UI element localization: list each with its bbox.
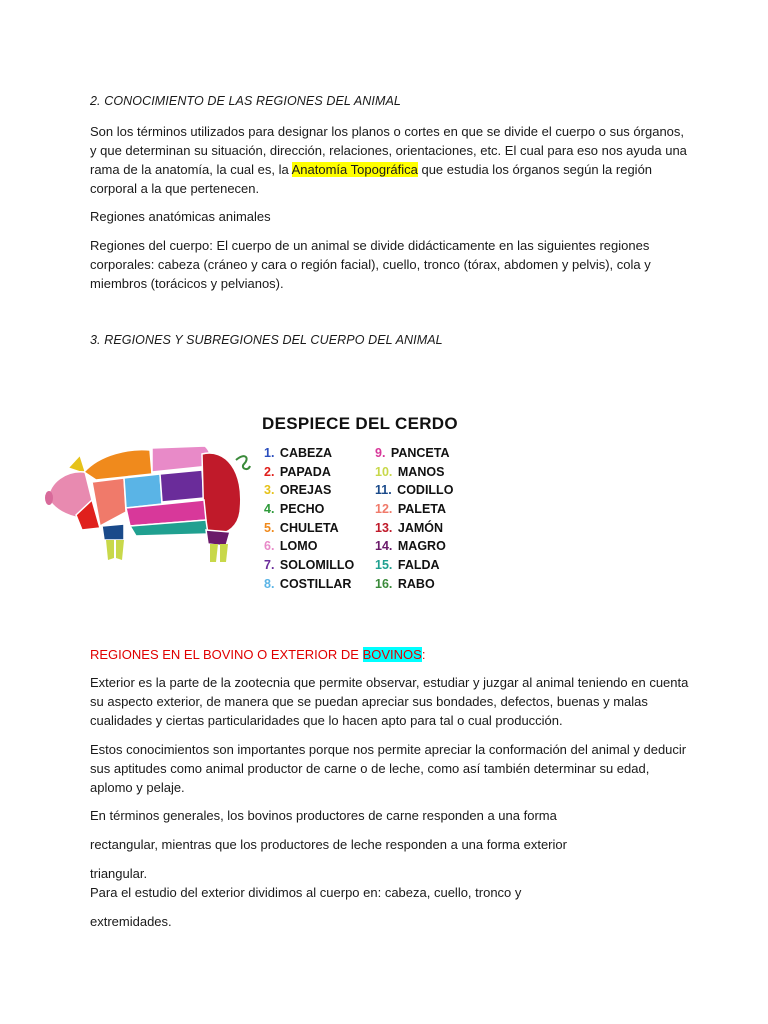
legend-item <box>375 502 453 521</box>
legend-label: COSTILLAR <box>279 576 352 591</box>
legend-label: SOLOMILLO <box>279 558 355 573</box>
pig-cuts-figure <box>40 400 480 610</box>
bovinos-paragraph-5 <box>90 864 690 902</box>
bovinos-paragraph-2: Estos conocimientos son importantes porque nos permite apreciar la conformación del animal y deducir sus aptitudes como animal productor de carne o de leche, como así también determinar su edad, aplomo y pelaje. <box>90 742 687 795</box>
legend-label: CHULETA <box>279 520 339 535</box>
section-2-heading: 2. CONOCIMIENTO DE LAS REGIONES DEL ANIMAL <box>90 94 401 108</box>
paragraph-text: Son los términos utilizados para designar los planos o cortes en que se divide el cuerpo o sus órganos, y que determinan su situación, dirección, relaciones, orientaciones, etc. El cual para eso nos ayuda una rama de la anatomía, la cual es, la <box>90 124 687 177</box>
legend-number: 15. <box>375 558 393 573</box>
legend-number: 3. <box>264 483 275 498</box>
section-2-paragraph-2: Regiones anatómicas animales <box>90 209 271 224</box>
legend-number: 7. <box>264 558 275 573</box>
pig-diagram <box>40 440 255 580</box>
paragraph-text: que estudia los órganos según la región corporal a la que pertenecen. <box>90 162 653 196</box>
heading-text: REGIONES EN EL BOVINO O EXTERIOR DE <box>90 647 363 662</box>
legend-label: PALETA <box>397 502 447 517</box>
legend-number: 8. <box>264 576 275 591</box>
legend-item <box>375 446 453 465</box>
legend-label: MAGRO <box>397 539 446 554</box>
legend-label: MANOS <box>397 464 445 479</box>
bovinos-paragraph-4: rectangular, mientras que los productores de leche responden a una forma exterior <box>90 837 567 852</box>
legend-number: 5. <box>264 520 275 535</box>
legend-item <box>375 577 453 596</box>
legend-number: 1. <box>264 446 275 460</box>
legend-column-left <box>264 446 354 596</box>
legend-item <box>264 502 354 521</box>
legend-label: PANCETA <box>390 446 450 460</box>
legend-number: 10. <box>375 464 393 479</box>
section-3-heading: 3. REGIONES Y SUBREGIONES DEL CUERPO DEL ANIMAL <box>90 333 443 347</box>
legend-label: FALDA <box>397 558 440 573</box>
paragraph-line: Para el estudio del exterior dividimos al cuerpo en: cabeza, cuello, tronco y <box>90 885 522 900</box>
pig-illustration <box>45 446 250 562</box>
legend-item <box>375 558 453 577</box>
legend-column-right <box>375 446 453 596</box>
legend-number: 16. <box>375 576 393 591</box>
bovinos-paragraph-3: En términos generales, los bovinos productores de carne responden a una forma <box>90 808 557 823</box>
legend-item <box>375 521 453 540</box>
bovinos-heading <box>90 645 690 664</box>
section-2-paragraph-1 <box>90 122 690 198</box>
legend-item <box>375 539 453 558</box>
heading-text: : <box>421 647 426 662</box>
legend-label: OREJAS <box>279 483 332 498</box>
bovinos-paragraph-1: Exterior es la parte de la zootecnia que permite observar, estudiar y juzgar al animal teniendo en cuenta su aspecto exterior, de manera que se puedan apreciar sus bondades, defectos, buenas y malas cualidades y ciertas particularidades que lo hacen apto para tal o cual producción. <box>90 675 689 728</box>
legend-number: 11. <box>375 483 392 498</box>
legend-number: 14. <box>375 539 393 554</box>
legend-item <box>264 521 354 540</box>
legend-item <box>264 446 354 465</box>
legend-item <box>264 483 354 502</box>
legend-label: CABEZA <box>279 446 333 460</box>
legend-label: JAMÓN <box>397 520 444 535</box>
legend-item <box>264 539 354 558</box>
highlighted-term: Anatomía Topográfica <box>291 162 418 177</box>
bovinos-paragraph-6: extremidades. <box>90 914 172 929</box>
legend-number: 13. <box>375 520 393 535</box>
legend-label: LOMO <box>279 539 318 554</box>
legend-number: 2. <box>264 464 275 479</box>
legend-item <box>264 558 354 577</box>
legend-label: PECHO <box>279 502 325 517</box>
legend-number: 9. <box>375 446 386 460</box>
legend-item <box>264 465 354 484</box>
section-2-paragraph-3: Regiones del cuerpo: El cuerpo de un animal se divide didácticamente en las siguientes regiones corporales: cabeza (cráneo y cara o región facial), cuello, tronco (tórax, abdomen y pelvis), cola y miembros (torácicos y pelvianos). <box>90 238 651 291</box>
legend-label: PAPADA <box>279 464 331 479</box>
paragraph-line: triangular. <box>90 866 148 881</box>
legend-label: RABO <box>397 576 435 591</box>
legend-number: 4. <box>264 502 275 517</box>
legend-item <box>264 577 354 596</box>
highlighted-term: BOVINOS <box>362 647 422 662</box>
legend-item <box>375 465 453 484</box>
legend-number: 6. <box>264 539 275 554</box>
legend-number: 12. <box>375 502 393 517</box>
legend-label: CODILLO <box>397 483 454 498</box>
legend-item <box>375 483 453 502</box>
figure-title: DESPIECE DEL CERDO <box>262 414 458 433</box>
